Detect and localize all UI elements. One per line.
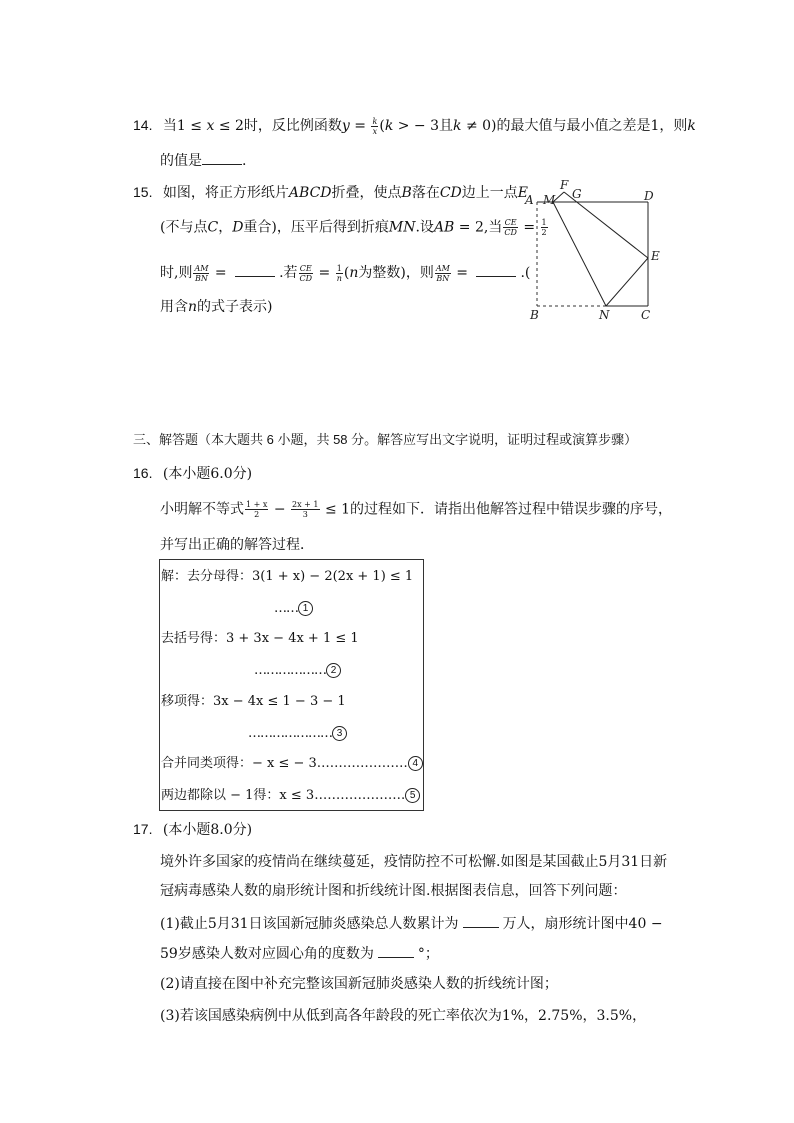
q15-line4: 用含n的式子表示) [160, 299, 273, 315]
q16-step-5: 两边都除以 − 1得：x ≤ 3………………… 5 [161, 787, 420, 805]
fig-label-a: A [525, 193, 534, 207]
q15-number: 15. [133, 184, 153, 200]
step-circle-3: 3 [332, 726, 347, 741]
q15-line2: (不与点C，D重合)，压平后得到折痕MN.设AB = 2,当 $\frac{CE}{CD}$ = $\frac{1}{2}$ [160, 218, 547, 237]
q16-score: (本小题6.0分) [162, 466, 253, 482]
q15-fraction-ce-cd-2: $\frac{CE}{CD}$ [299, 263, 313, 283]
q17-header [133, 820, 252, 839]
q17-answer-blank-2[interactable] [378, 943, 414, 958]
q15-fraction-am-bn-2: $\frac{AM}{BN}$ [435, 263, 450, 283]
q14-text: 当1 ≤ [162, 118, 207, 134]
q17-line2: 冠病毒感染人数的扇形统计图和折线统计图.根据图表信息，回答下列问题： [160, 883, 627, 899]
q17-answer-blank-1[interactable] [463, 913, 499, 928]
q16-header [133, 464, 252, 483]
q14-fraction: $\frac{k}{x}$ [372, 116, 378, 136]
q14-text: ≤ 2时，反比例函数 [214, 118, 342, 134]
q17-score: (本小题8.0分) [162, 822, 253, 838]
q16-fraction-1: $\frac{1 + x}{2}$ [246, 500, 268, 519]
q15-line3: 时,则 $\frac{AM}{BN}$ = .若 $\frac{CE}{CD}$ = $\frac{1}{n}$ (n为整数)，则 $\frac{AM}{BN}$ = .( [160, 263, 531, 283]
step-circle-1: 1 [298, 601, 313, 616]
q16-number: 16. [133, 465, 153, 481]
q17-line1: 境外许多国家的疫情尚在继续蔓延，疫情防控不可松懈.如图是某国截止5月31日新 [160, 854, 668, 870]
q14-line1: 14. 当1 ≤ x ≤ 2时，反比例函数y = $\frac{k}{x}$ (k > − 3且k ≠ 0)的最大值与最小值之差是1，则k [133, 116, 696, 136]
q17-line3: (1)截止5月31日该国新冠肺炎感染总人数累计为 万人，扇形统计图中40 − [160, 913, 663, 933]
fig-label-d: D [644, 189, 654, 203]
fig-fold-mn [553, 202, 606, 306]
q15-fraction-am-bn: $\frac{AM}{BN}$ [194, 263, 209, 283]
q16-step-2: 去括号得：3 + 3x − 4x + 1 ≤ 1 [161, 631, 359, 646]
fig-label-c: C [641, 308, 651, 322]
q16-line2: 并写出正确的解答过程． [160, 537, 314, 553]
q15-fraction-1-n: $\frac{1}{n}$ [336, 263, 342, 283]
q15-figure [520, 178, 670, 323]
q15-line1: 15. 如图，将正方形纸片ABCD折叠，使点B落在CD边上一点E [133, 184, 528, 201]
q15-answer-blank-2[interactable] [476, 262, 516, 277]
q14-var-x: x [206, 118, 215, 134]
q14-text: = [349, 118, 371, 134]
q15-fraction-ce-cd: $\frac{CE}{CD}$ [504, 218, 517, 237]
q14-var-y: y [341, 118, 350, 134]
fig-label-e: E [651, 249, 660, 263]
step-circle-5: 5 [405, 788, 420, 803]
q17-number: 17. [133, 821, 153, 837]
q16-step-3-mark: ………………… 3 [248, 725, 347, 743]
q16-step-4: 合并同类项得：− x ≤ − 3………………… 4 [161, 755, 423, 773]
q14-number: 14. [133, 117, 153, 133]
q14-line2: 的值是 . [160, 150, 246, 170]
q16-fraction-2: $\frac{2x + 1}{3}$ [292, 500, 319, 519]
q14-answer-blank[interactable] [202, 150, 242, 165]
step-circle-2: 2 [326, 663, 341, 678]
q15-fraction-half: $\frac{1}{2}$ [541, 218, 547, 237]
fig-label-f: F [560, 178, 569, 192]
q16-step-1: 解：去分母得：3(1 + x) − 2(2x + 1) ≤ 1 [161, 569, 414, 584]
q16-step-3: 移项得：3x − 4x ≤ 1 − 3 − 1 [161, 694, 346, 709]
fig-label-b: B [530, 308, 539, 322]
fig-label-n: N [599, 308, 610, 322]
step-circle-4: 4 [408, 756, 423, 771]
fig-fold-ne [606, 258, 648, 306]
q16-solution-box [159, 559, 424, 811]
q17-line4: 59岁感染人数对应圆心角的度数为 °； [160, 943, 439, 963]
q16-step-1-mark: …… 1 [274, 600, 313, 618]
section-3-heading: 三、解答题（本大题共 6 小题，共 58 分。解答应写出文字说明，证明过程或演算步骤） [133, 432, 638, 447]
q17-line5: (2)请直接在图中补充完整该国新冠肺炎感染人数的折线统计图； [160, 976, 558, 992]
fig-label-g: G [572, 187, 582, 201]
q16-step-2-mark: ……………… 2 [254, 662, 341, 680]
fig-label-m: M [543, 193, 556, 207]
q16-line1: 小明解不等式 $\frac{1 + x}{2}$ − $\frac{2x + 1}{3}$ ≤ 1的过程如下．请指出他解答过程中错误步骤的序号， [160, 500, 673, 519]
q17-line6: (3)若该国感染病例中从低到高各年龄段的死亡率依次为1%，2.75%，3.5%， [160, 1008, 647, 1024]
q15-answer-blank-1[interactable] [235, 262, 275, 277]
